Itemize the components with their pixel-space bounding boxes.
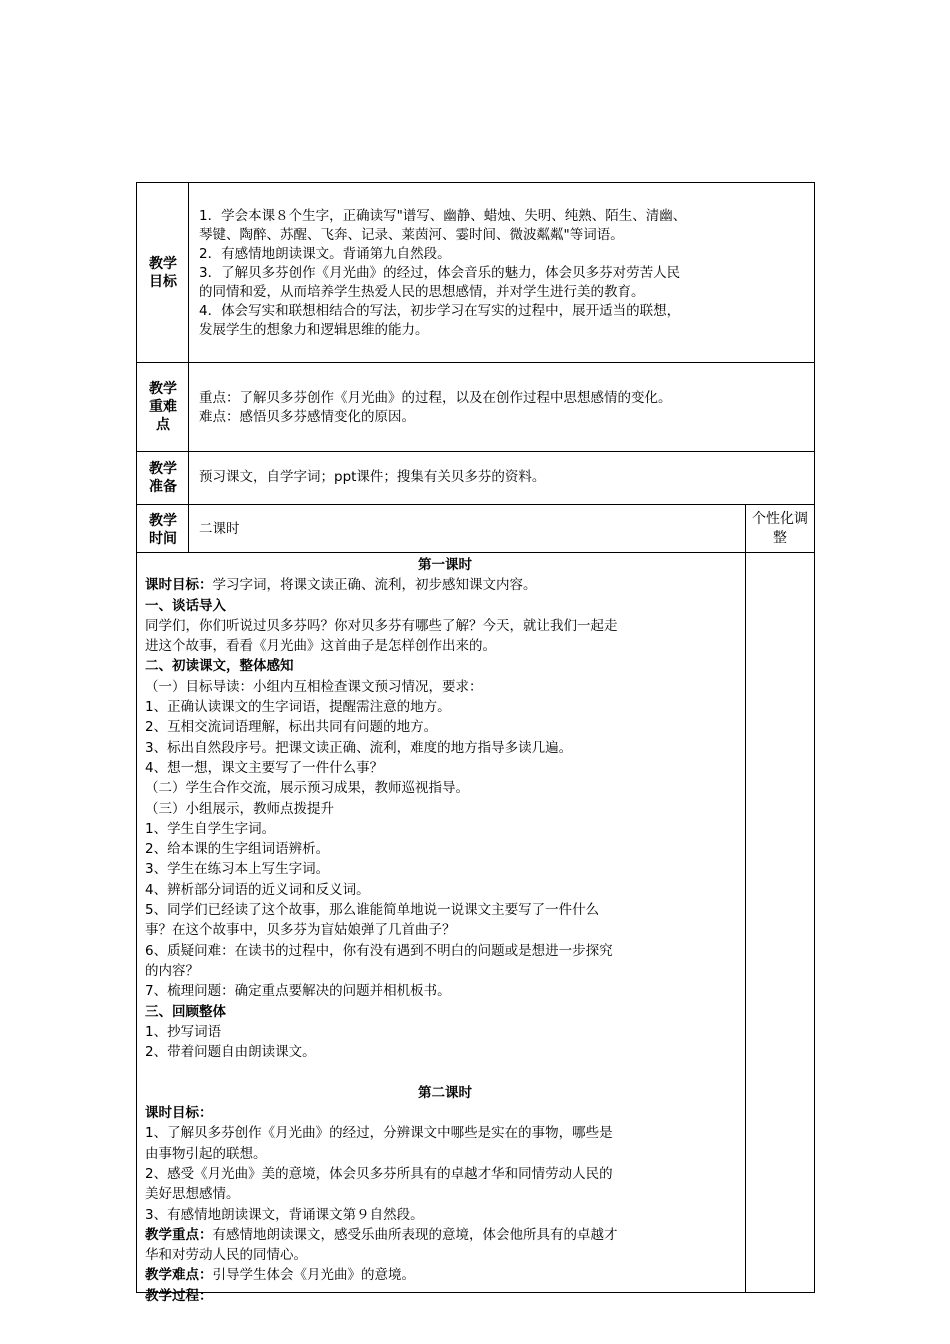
preparation-content: 预习课文，自学字词；ppt课件；搜集有关贝多芬的资料。: [199, 469, 546, 485]
lesson1-heading-2: 二、初读课文，整体感知: [145, 658, 294, 675]
key-point: 重点：了解贝多芬创作《月光曲》的过程，以及在创作过程中思想感情的变化。: [199, 390, 672, 406]
objective-line: 2．有感情地朗读课文。背诵第九自然段。: [199, 246, 451, 262]
objective-line: 琴键、陶醉、苏醒、飞奔、记录、莱茵河、霎时间、微波粼粼"等词语。: [199, 227, 624, 243]
lesson1-item: （一）目标导读：小组内互相检查课文预习情况，要求：: [145, 678, 483, 695]
lesson1-review: 1、抄写词语: [145, 1023, 222, 1040]
objective-line: 1．学会本课８个生字，正确读写"谱写、幽静、蜡烛、失明、纯熟、陌生、清幽、: [199, 208, 687, 224]
row-divider: [137, 362, 814, 363]
preparation-label: 教学准备: [149, 461, 177, 495]
lesson1-heading-3: 三、回顾整体: [145, 1003, 226, 1020]
lesson-body: [145, 555, 745, 1306]
spacer: [145, 1062, 745, 1082]
lesson2-goal-label: 课时目标：: [145, 1105, 213, 1122]
lesson2-hard: [145, 1265, 745, 1285]
lesson2-goal: 1、了解贝多芬创作《月光曲》的经过，分辨课文中哪些是实在的事物，哪些是: [145, 1125, 613, 1142]
lesson1-item: 的内容？: [145, 962, 199, 979]
lesson1-item: （三）小组展示，教师点拨提升: [145, 800, 334, 817]
lesson1-item: 3、标出自然段序号。把课文读正确、流利，难度的地方指导多读几遍。: [145, 739, 573, 756]
lesson2-goal: 美好思想感情。: [145, 1186, 240, 1203]
lesson1-item: 1、正确认读课文的生字词语，提醒需注意的地方。: [145, 699, 451, 716]
difficult-point: 难点：感悟贝多芬感情变化的原因。: [199, 409, 415, 425]
lesson1-review: 2、带着问题自由朗读课文。: [145, 1044, 316, 1061]
lesson1-item: 5、同学们已经读了这个故事，那么谁能简单地说一说课文主要写了一件什么: [145, 902, 600, 919]
difficulties-label: 教学重难点: [149, 381, 177, 433]
row-divider: [137, 504, 814, 505]
lesson1-title: 第一课时: [418, 557, 472, 573]
objective-line: 4．体会写实和联想相结合的写法，初步学习在写实的过程中，展开适当的联想，: [199, 303, 681, 319]
objective-line: 的同情和爱，从而培养学生热爱人民的思想感情，并对学生进行美的教育。: [199, 284, 645, 300]
lesson1-goal-text: 学习字词，将课文读正确、流利，初步感知课文内容。: [212, 577, 537, 594]
lesson1-item: （二）学生合作交流，展示预习成果，教师巡视指导。: [145, 780, 469, 797]
lesson1-item: 7、梳理问题：确定重点要解决的问题并相机板书。: [145, 983, 451, 1000]
lesson2-process-label: 教学过程：: [145, 1287, 213, 1304]
difficulties-content: [199, 389, 811, 427]
adjust-label: 个性化调整: [752, 511, 808, 546]
lesson-plan-table: [136, 182, 815, 1304]
lesson2-goal: 3、有感情地朗读课文，背诵课文第９自然段。: [145, 1206, 424, 1223]
lesson2-key-text: 有感情地朗读课文，感受乐曲所表现的意境，体会他所具有的卓越才: [212, 1226, 618, 1243]
lesson1-item: 1、学生自学生字词。: [145, 820, 276, 837]
lesson1-intro-line: 进这个故事，看看《月光曲》这首曲子是怎样创作出来的。: [145, 638, 496, 655]
time-label: 教学时间: [149, 513, 177, 547]
lesson1-item: 2、给本课的生字组词语辨析。: [145, 841, 330, 858]
lesson1-heading-1: 一、谈话导入: [145, 597, 226, 614]
row-divider: [137, 552, 814, 553]
lesson2-goal: 由事物引起的联想。: [145, 1145, 267, 1162]
objective-line: 3．了解贝多芬创作《月光曲》的经过，体会音乐的魅力，体会贝多芬对劳苦人民: [199, 265, 681, 281]
lesson2-hard-text: 引导学生体会《月光曲》的意境。: [212, 1267, 415, 1284]
lesson1-item: 2、互相交流词语理解，标出共同有问题的地方。: [145, 719, 438, 736]
lesson2-key: [145, 1225, 745, 1245]
lesson1-item: 6、质疑问难：在读书的过程中，你有没有遇到不明白的问题或是想进一步探究: [145, 942, 613, 959]
lesson1-item: 事？在这个故事中，贝多芬为盲姑娘弹了几首曲子？: [145, 922, 456, 939]
lesson1-item: 3、学生在练习本上写生字词。: [145, 861, 330, 878]
lesson1-goal: [145, 575, 745, 595]
lesson2-key-label: 教学重点：: [145, 1226, 213, 1243]
lesson1-goal-label: 课时目标：: [145, 577, 213, 594]
row-divider: [137, 451, 814, 452]
lesson1-intro-line: 同学们，你们听说过贝多芬吗？你对贝多芬有哪些了解？今天，就让我们一起走: [145, 617, 618, 634]
label-column-divider: [188, 183, 189, 552]
lesson1-item: 4、辨析部分词语的近义词和反义词。: [145, 881, 370, 898]
adjust-column-divider: [745, 504, 746, 1292]
lesson2-title: 第二课时: [418, 1084, 472, 1101]
lesson1-item: 4、想一想，课文主要写了一件什么事？: [145, 759, 384, 776]
objectives-content: [199, 207, 811, 340]
lesson2-goal: 2、感受《月光曲》美的意境，体会贝多芬所具有的卓越才华和同情劳动人民的: [145, 1165, 613, 1182]
objectives-label: 教学目标: [149, 256, 177, 290]
objective-line: 发展学生的想象力和逻辑思维的能力。: [199, 322, 429, 338]
lesson2-key-line: 华和对劳动人民的同情心。: [145, 1247, 307, 1264]
time-content: 二课时: [199, 521, 240, 537]
lesson2-hard-label: 教学难点：: [145, 1267, 213, 1284]
